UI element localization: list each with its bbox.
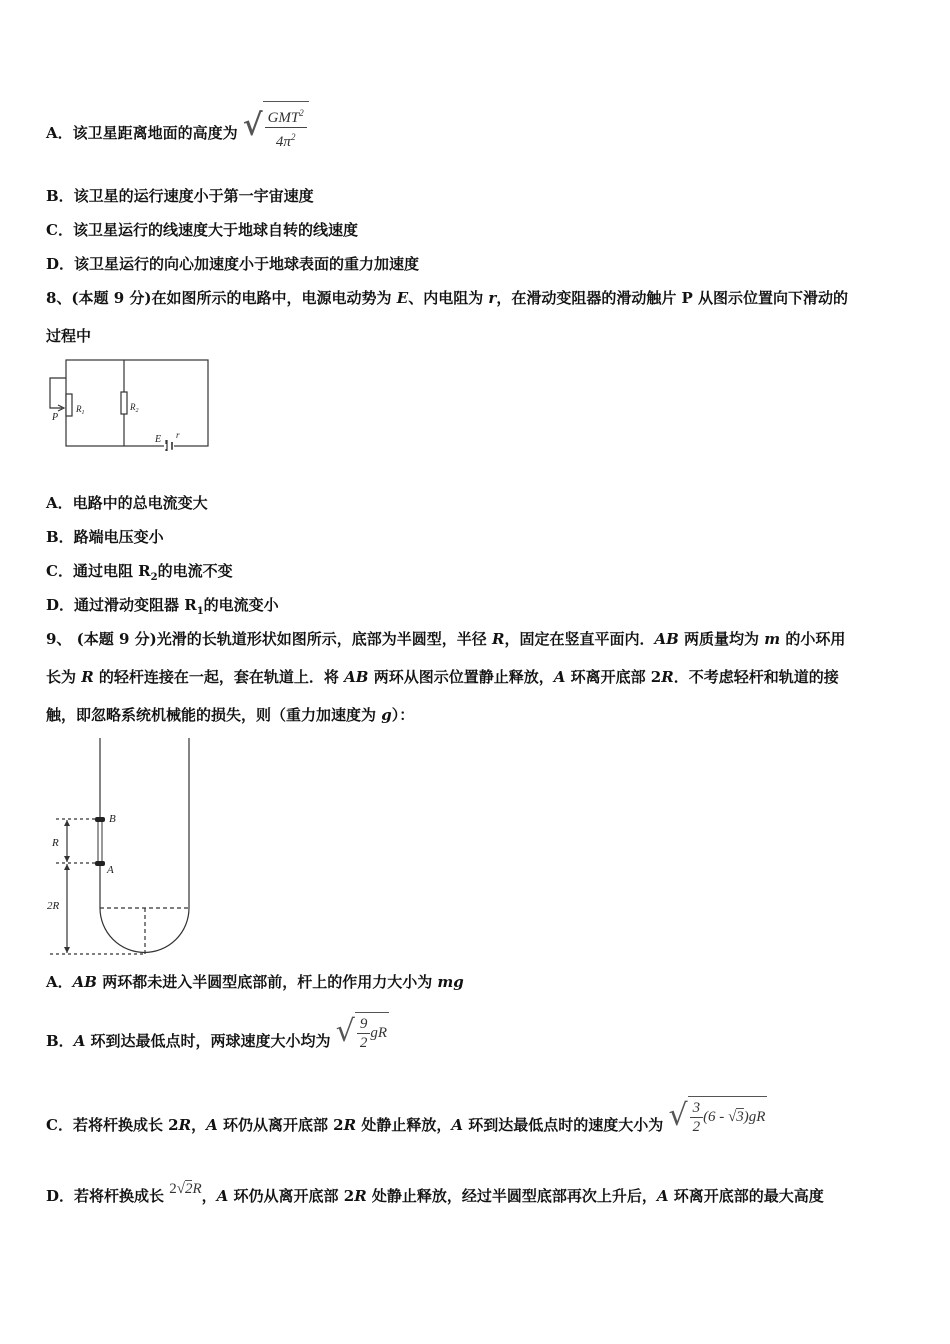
text: 环离开底部的最大高度 [668,1187,824,1205]
formula-coef: 2 [169,1181,177,1197]
label-E: E [155,434,162,445]
formula-den-sup: 2 [290,132,296,142]
symbol: A [656,1187,669,1205]
formula-den: 2 [359,1035,368,1051]
q8-option-c [46,561,233,588]
q8-stem-line1 [46,288,848,308]
symbol: R [354,1187,367,1205]
text: ， [201,1187,217,1205]
label-R: R [52,837,59,849]
label-2R: 2R [47,900,60,912]
symbol: R [178,1116,192,1134]
q9-option-d-formula: 2√2R [169,1181,202,1197]
text: 两环从图示位置静止释放， [368,668,554,686]
text: C．通过电阻 R [46,562,151,580]
label-R1: $R_1$ [76,404,85,416]
q8-circuit-diagram [44,356,214,451]
symbol: R [81,668,94,686]
symbol: m [764,630,781,648]
formula-inner: 2 [184,1181,193,1197]
symbol: A [451,1116,463,1134]
resistance-symbol: r [488,289,497,307]
symbol: A [206,1116,218,1134]
label-A: A [107,864,114,876]
q9-option-b-formula: √ $\frac{9}{2}$ gR [335,1014,388,1051]
q8-option-a: A．电路中的总电流变大 [46,494,208,512]
text: 触，即忽略系统机械能的损失，则（重力加速度为 [46,706,382,724]
q9-stem-line3 [46,705,414,725]
text: D．通过滑动变阻器 R [46,596,197,614]
subscript: 1 [196,606,204,617]
q7-option-a [46,108,309,151]
formula-num: 9 [357,1015,371,1034]
emf-symbol: E [396,289,409,307]
text: ，在滑动变阻器的滑动触片 P 从图示位置向下滑动的 [496,289,849,307]
text: 环离开底部 2 [565,668,662,686]
formula-num: GMT [267,110,300,126]
text: 8、(本题 9 分)在如图所示的电路中，电源电动势为 [46,289,397,307]
q9-option-d [46,1181,824,1207]
text: 环到达最低点时，两球速度大小均为 [85,1032,331,1050]
q7-option-b: B．该卫星的运行速度小于第一宇宙速度 [46,187,314,205]
text: 两质量均为 [678,630,765,648]
text: 环仍从离开底部 2 [228,1187,355,1205]
symbol: A [73,1032,86,1050]
formula-den: 2 [692,1119,701,1135]
symbol: R [343,1116,357,1134]
formula-R: R [192,1181,202,1197]
formula-num: 3 [690,1099,704,1118]
symbol: AB [344,668,369,686]
q7-option-a-formula: √ $\frac{GMT^2}{4\pi^2}$ [243,101,309,151]
symbol: A [553,668,566,686]
subscript: 2 [150,572,158,583]
q8-option-d [46,595,279,622]
symbol: R [661,668,674,686]
q9-option-c [46,1098,767,1136]
symbol: R [491,630,505,648]
text: B． [46,1032,74,1050]
text: 的电流变小 [203,596,279,614]
q8-option-b: B．路端电压变小 [46,528,164,546]
text: 处静止释放，经过半圆型底部再次上升后， [366,1187,657,1205]
label-P: P [52,412,59,423]
q9-option-b [46,1014,389,1052]
formula-tail: gR [370,1024,388,1041]
q8-stem-line2: 过程中 [46,327,92,345]
symbol: mg [437,973,464,991]
q9-option-c-formula: √ $\frac{3}{2}$ (6 - √3)gR [668,1098,766,1135]
symbol: AB [654,630,679,648]
formula-inner: 3 [736,1108,744,1125]
q9-stem-line2 [46,667,839,687]
formula-num-sup: 2 [299,108,304,118]
text: 、内电阻为 [408,289,489,307]
text: D．若将杆换成长 [46,1187,165,1205]
symbol: g [381,706,392,724]
text: 两环都未进入半圆型底部前，杆上的作用力大小为 [96,973,438,991]
formula-tail: )gR [743,1108,766,1125]
text: 长为 [46,668,82,686]
q7-option-a-text: A．该卫星距离地面的高度为 [46,124,238,142]
text: A． [46,973,73,991]
text: 环仍从离开底部 2 [217,1116,344,1134]
formula-mid: (6 - [703,1108,729,1125]
q9-track-diagram [42,736,202,964]
text: C．若将杆换成长 2 [46,1116,179,1134]
label-B: B [109,813,116,825]
formula-den: 4π [275,134,291,150]
q7-option-d: D．该卫星运行的向心加速度小于地球表面的重力加速度 [46,255,420,273]
text: ，固定在竖直平面内． [504,630,655,648]
q7-option-c: C．该卫星运行的线速度大于地球自转的线速度 [46,221,358,239]
text: ．不考虑轻杆和轨道的接 [673,668,839,686]
text: ， [191,1116,207,1134]
text: 的轻杆连接在一起，套在轨道上．将 [93,668,345,686]
text: 的小环用 [780,630,846,648]
text: 9、 (本题 9 分)光滑的长轨道形状如图所示，底部为半圆型，半径 [46,630,492,648]
q9-option-a [46,972,464,992]
symbol: AB [72,973,97,991]
label-R2: $R_2$ [130,402,139,414]
text: 环到达最低点时的速度大小为 [462,1116,664,1134]
text: ）： [391,706,415,724]
label-r: r [176,430,180,440]
text: 处静止释放， [356,1116,452,1134]
text: 的电流不变 [157,562,233,580]
symbol: A [216,1187,229,1205]
q9-stem-line1 [46,629,845,649]
